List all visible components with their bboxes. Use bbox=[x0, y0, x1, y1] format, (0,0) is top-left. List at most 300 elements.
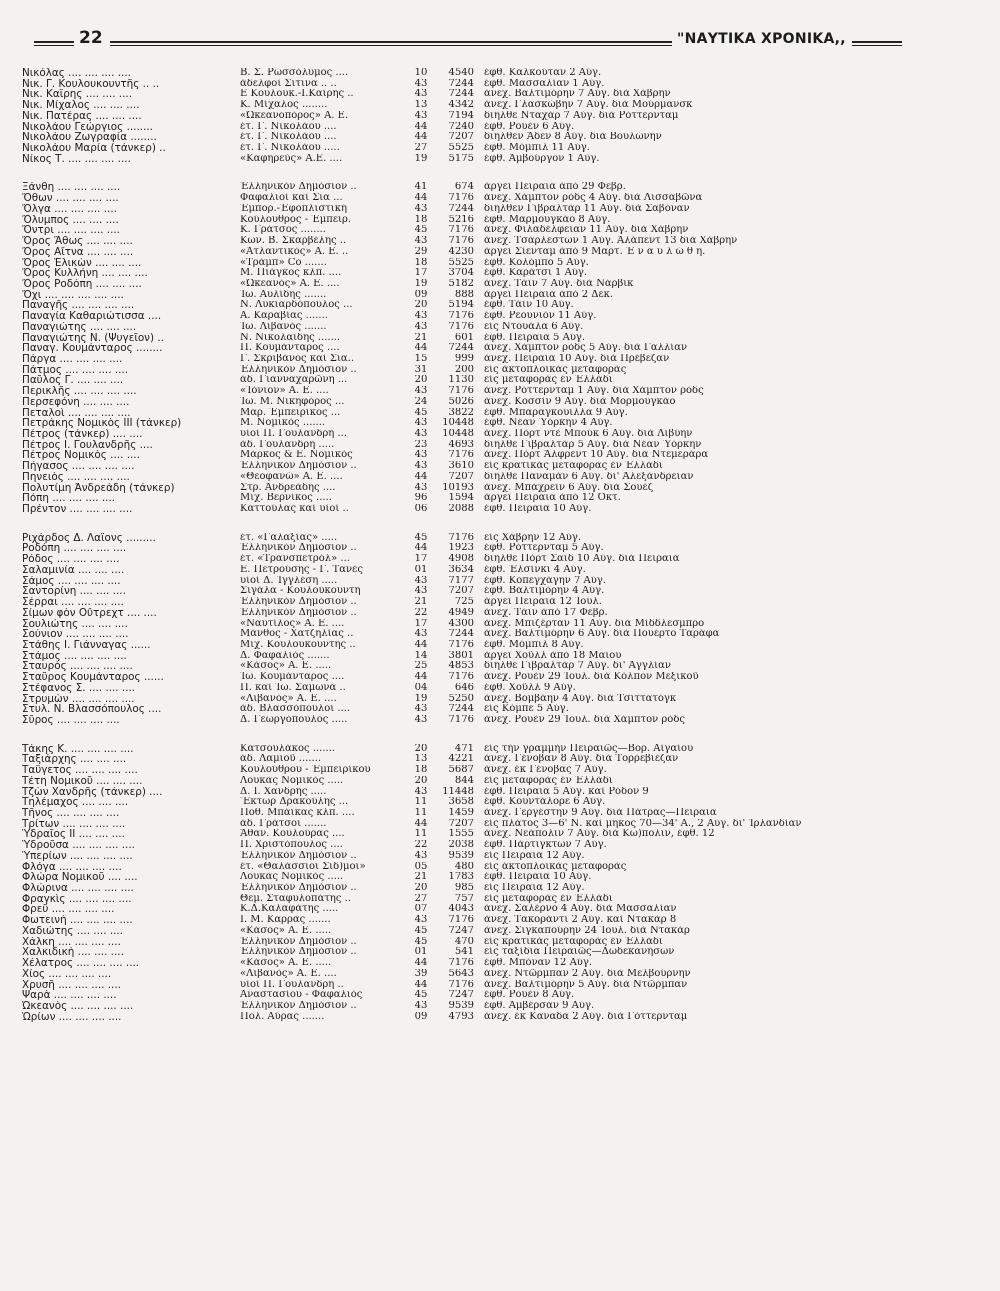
ship-position: διῆλθε Γιβραλτὰρ 7 Αὐγ. δι' Ἀγγλίαν bbox=[484, 661, 671, 672]
tonnage: 7194 bbox=[448, 110, 474, 121]
table-row bbox=[22, 629, 907, 640]
tonnage: 4342 bbox=[448, 100, 474, 111]
tonnage: 999 bbox=[454, 353, 474, 364]
tonnage: 2088 bbox=[448, 504, 474, 515]
ship-owner: Ἑλληνικὸν Δημόσιον .. bbox=[240, 1000, 357, 1011]
table-row bbox=[22, 279, 907, 290]
table-row bbox=[22, 79, 907, 90]
ship-owner: Α. Καραβίας ....... bbox=[240, 311, 328, 322]
ship-position: ἐφθ. Ἀμβούργον 1 Αὐγ. bbox=[484, 153, 600, 164]
ship-owner: «Καφηρεὺς» Α.Ε. .... bbox=[240, 153, 343, 164]
ship-name: Νικ. Γ. Κουλουκουντῆς .. .. bbox=[22, 78, 160, 90]
build-year: 01 bbox=[414, 564, 428, 575]
build-year: 15 bbox=[414, 353, 428, 364]
ship-owner: Ἑλληνικὸν Δημόσιον .. bbox=[240, 182, 357, 193]
build-year: 44 bbox=[414, 639, 428, 650]
table-row bbox=[22, 397, 907, 408]
table-row bbox=[22, 493, 907, 504]
ship-position: ἐφθ. Χοῦλλ 9 Αὐγ. bbox=[484, 682, 576, 693]
ship-name: Νικολάου Ζωγραφία ........ bbox=[22, 132, 157, 144]
tonnage: 4693 bbox=[448, 439, 474, 450]
table-row bbox=[22, 990, 907, 1001]
build-year: 13 bbox=[414, 100, 428, 111]
ship-owner: Ν. Λυκιαρδόπουλος ... bbox=[240, 300, 353, 311]
build-year: 44 bbox=[414, 471, 428, 482]
ship-owner: «Θεοφανὼ» Α. Ε. .... bbox=[240, 471, 343, 482]
tonnage: 7247 bbox=[448, 925, 474, 936]
build-year: 44 bbox=[414, 343, 428, 354]
table-row bbox=[22, 225, 907, 236]
tonnage: 7244 bbox=[448, 78, 474, 89]
build-year: 44 bbox=[414, 543, 428, 554]
ship-position: ἐφθ. Πάρτιγκτων 7 Αὐγ. bbox=[484, 840, 607, 851]
build-year: 43 bbox=[414, 418, 428, 429]
ship-owner: «Ὠκεανὸς» Α. Ε. .... bbox=[240, 278, 340, 289]
build-year: 45 bbox=[414, 225, 428, 236]
ship-section bbox=[22, 533, 907, 726]
table-row bbox=[22, 504, 907, 515]
tonnage: 9539 bbox=[448, 1000, 474, 1011]
ship-name: Πήγασος .... .... .... .... bbox=[22, 461, 135, 472]
table-row bbox=[22, 672, 907, 683]
ship-name: Ρόδος .... .... .... .... bbox=[22, 554, 120, 565]
ship-position: ἀργεῖ Πειραιᾶ ἀπὸ 29 Φεβρ. bbox=[484, 182, 626, 193]
tonnage: 7244 bbox=[448, 629, 474, 640]
build-year: 20 bbox=[414, 375, 428, 386]
build-year: 39 bbox=[414, 968, 428, 979]
ship-position: ἐφθ. Πειραιᾶ 5 Αὐγ. bbox=[484, 332, 586, 343]
ship-name: Ὑδραῖος ΙΙ .... .... .... bbox=[22, 829, 125, 841]
ship-name: Πρέντον .... .... .... .... bbox=[22, 504, 133, 515]
ship-position: εἰς κρατικὰς μεταφορὰς ἐν Ἑλλάδι bbox=[484, 461, 663, 472]
build-year: 43 bbox=[414, 915, 428, 926]
ship-position: ἐφθ. Ρεουνιὸν 11 Αὐγ. bbox=[484, 311, 597, 322]
ship-owner: Ποθ. Μπάϊκας κλπ. .... bbox=[240, 808, 355, 818]
ship-owner: ἀδ. Γράτσοι ....... bbox=[240, 818, 327, 829]
ship-name: Πέτρος (τάνκερ) .... .... bbox=[22, 429, 143, 440]
table-row bbox=[22, 683, 907, 694]
ship-owner: Ἑλληνικὸν Δημόσιον .. bbox=[240, 607, 357, 618]
header-rule-right bbox=[852, 41, 902, 46]
ship-owner: Ἑλληνικὸν Δημόσιον .. bbox=[240, 364, 357, 375]
ship-position: ἀργεῖ Χοῦλλ ἀπὸ 18 Μαΐου bbox=[484, 650, 622, 661]
ship-name: Περικλῆς .... .... .... .... bbox=[22, 386, 137, 397]
ship-name: Χαδιώτης .... .... .... bbox=[22, 925, 124, 937]
ship-position: ἀνεχ. Τάϊν 7 Αὐγ. διὰ Νάρβικ bbox=[484, 278, 634, 289]
ship-owner: Στρ. Ἀνδρεάδης .... bbox=[240, 482, 336, 493]
table-row bbox=[22, 122, 907, 133]
ship-position: ἀνεχ. Γεργέστην 9 Αὐγ. διὰ Πάτρας—Πειραιᾶ bbox=[484, 808, 717, 818]
table-row bbox=[22, 565, 907, 576]
tonnage: 985 bbox=[454, 883, 474, 894]
ship-owner: Ἑλληνικὸν Δημόσιον .. bbox=[240, 947, 357, 958]
ship-position: ἐφθ. Μασσαλίαν 1 Αὐγ. bbox=[484, 78, 605, 89]
table-row bbox=[22, 100, 907, 111]
build-year: 45 bbox=[414, 936, 428, 947]
ship-section bbox=[22, 68, 907, 164]
ship-name: Ὄχι .... .... .... .... .... bbox=[22, 289, 124, 301]
table-row bbox=[22, 744, 907, 755]
tonnage: 7176 bbox=[448, 193, 474, 204]
table-row bbox=[22, 543, 907, 554]
ship-position: ἐφθ. Κοπεγχάγην 7 Αὐγ. bbox=[484, 575, 607, 586]
ship-owner: Κων. Β. Σκαρβέλης .. bbox=[240, 236, 347, 247]
tonnage: 7176 bbox=[448, 672, 474, 683]
ship-owner: ἀδ. Γιανναχαρῶνη ... bbox=[240, 375, 348, 386]
table-row bbox=[22, 472, 907, 483]
tonnage: 7247 bbox=[448, 990, 474, 1001]
ship-name: Παναγία Καθαριώτισσα .... bbox=[22, 311, 162, 322]
ship-name: Σούνιον .... .... .... .... bbox=[22, 629, 129, 640]
tonnage: 10448 bbox=[442, 418, 474, 429]
ship-owner: Μαρ. Ἐμπειρῖκος ... bbox=[240, 407, 341, 418]
tonnage: 4540 bbox=[448, 68, 474, 78]
tonnage: 541 bbox=[454, 947, 474, 958]
build-year: 43 bbox=[414, 1000, 428, 1011]
ship-owner: Κατσουλάκος ....... bbox=[240, 743, 336, 754]
ship-position: ἀνεχ. Ρουὲν 29 Ἰουλ. διὰ Κόλπον Μεξικοῦ bbox=[484, 672, 699, 683]
tonnage: 5250 bbox=[448, 693, 474, 704]
ship-name: Ροδόπη .... .... .... .... bbox=[22, 543, 127, 555]
ship-name: Ταΰγετος .... .... .... .... bbox=[22, 765, 138, 776]
table-row bbox=[22, 154, 907, 165]
tonnage: 5525 bbox=[448, 257, 474, 268]
ship-name: Πέτρος Νομικὸς .... .... bbox=[22, 450, 140, 462]
build-year: 17 bbox=[414, 618, 428, 629]
tonnage: 3704 bbox=[448, 268, 474, 279]
build-year: 31 bbox=[414, 364, 428, 375]
ship-name: Τζὼν Χανδρῆς (τάνκερ) .... bbox=[22, 786, 163, 798]
ship-owner: Ἑλληνικὸν Δημόσιον .. bbox=[240, 883, 357, 894]
ship-owner: Ἑλληνικὸν Δημόσιον .. bbox=[240, 461, 357, 472]
ship-owner: υἱοὶ Π. Γουλανδρῆ .. bbox=[240, 979, 344, 990]
table-row bbox=[22, 365, 907, 376]
table-row bbox=[22, 704, 907, 715]
ship-name: Ὑπερίων .... .... .... .... bbox=[22, 850, 133, 862]
ship-owner: Θεμ. Σταφυλοπάτης .. bbox=[240, 893, 352, 904]
ship-name: Νικ. Πατέρας .... .... .... bbox=[22, 110, 142, 122]
ship-position: ἀνεχ. Φιλαδέλφειαν 11 Αὐγ. διὰ Χάβρην bbox=[484, 225, 689, 236]
tonnage: 1923 bbox=[448, 543, 474, 554]
build-year: 43 bbox=[414, 89, 428, 100]
ship-owner: Μιχ. Κουλουκουντῆς .. bbox=[240, 639, 356, 650]
ship-name: Χρυσῆ .... .... .... .... bbox=[22, 979, 121, 991]
table-row bbox=[22, 290, 907, 301]
build-year: 09 bbox=[414, 289, 428, 300]
build-year: 19 bbox=[414, 278, 428, 289]
tonnage: 4043 bbox=[448, 904, 474, 915]
build-year: 43 bbox=[414, 575, 428, 586]
build-year: 20 bbox=[414, 300, 428, 311]
table-row bbox=[22, 937, 907, 948]
ship-position: ἀνεχ. Μπάχρεϊν 6 Αὐγ. διὰ Σουέζ bbox=[484, 482, 654, 493]
tonnage: 844 bbox=[454, 775, 474, 786]
ship-owner: ἐτ. «Θαλάσσιοι Σιδ)μοι» bbox=[240, 861, 366, 872]
ship-position: ἐφθ. Ρουὲν 6 Αὐγ. bbox=[484, 121, 575, 132]
ship-name: Ὄρος Ἑλικὼν .... .... .... bbox=[22, 257, 142, 269]
ship-name: Παναγ. Κουμάνταρος ........ bbox=[22, 343, 163, 354]
ship-name: Πεταλοὶ .... .... .... .... bbox=[22, 407, 131, 419]
ship-name: Στρυμὼν .... .... .... .... bbox=[22, 693, 135, 705]
ship-name: Σταυρὸς .... .... .... .... bbox=[22, 661, 133, 673]
build-year: 43 bbox=[414, 321, 428, 332]
table-row bbox=[22, 754, 907, 765]
build-year: 45 bbox=[414, 407, 428, 418]
table-row bbox=[22, 322, 907, 333]
build-year: 27 bbox=[414, 143, 428, 154]
ship-name: Ὄλυμπος .... .... .... bbox=[22, 214, 119, 226]
build-year: 43 bbox=[414, 311, 428, 322]
ship-name: Φρεῦ .... .... .... .... bbox=[22, 904, 115, 916]
build-year: 44 bbox=[414, 979, 428, 990]
header-rule-left bbox=[34, 41, 74, 46]
ship-position: εἰς Πειραιᾶ 12 Αὐγ. bbox=[484, 883, 585, 894]
build-year: 06 bbox=[414, 504, 428, 515]
ship-position: διῆλθε Νταχάρ 7 Αὐγ. διὰ Ρόττερνταμ bbox=[484, 110, 679, 121]
build-year: 43 bbox=[414, 78, 428, 89]
ship-owner: Πολ. Αὔρας ....... bbox=[240, 1011, 325, 1022]
ship-position: εἰς μεταφορὰς ἐν Ἑλλάδι bbox=[484, 375, 613, 386]
build-year: 27 bbox=[414, 893, 428, 904]
tonnage: 7176 bbox=[448, 386, 474, 397]
build-year: 17 bbox=[414, 268, 428, 279]
ship-name: Στυλ. Ν. Βλασσόπουλος .... bbox=[22, 704, 162, 715]
tonnage: 7176 bbox=[448, 311, 474, 322]
ship-owner: ἀδ. Βλασσόπουλοι .... bbox=[240, 704, 351, 715]
tonnage: 3658 bbox=[448, 797, 474, 808]
ship-position: ἐφθ. Πειραιᾶ 5 Αὐγ. καὶ Ρόδον 9 bbox=[484, 786, 649, 797]
ship-position: διῆλθε Πὸρτ Σαῒδ 10 Αὐγ. διὰ Πειραιᾶ bbox=[484, 554, 680, 565]
build-year: 44 bbox=[414, 958, 428, 969]
build-year: 18 bbox=[414, 214, 428, 225]
ship-name: Ὑδροῦσα .... .... .... .... bbox=[22, 840, 135, 851]
table-row bbox=[22, 408, 907, 419]
build-year: 43 bbox=[414, 714, 428, 725]
build-year: 10 bbox=[414, 68, 428, 78]
build-year: 96 bbox=[414, 493, 428, 504]
ship-sections bbox=[22, 68, 907, 1022]
ship-owner: Β. Σ. Ρωσσόλυμος .... bbox=[240, 68, 349, 78]
build-year: 14 bbox=[414, 650, 428, 661]
build-year: 43 bbox=[414, 203, 428, 214]
ship-position: ἐφθ. Τάϊν 10 Αὐγ. bbox=[484, 300, 574, 311]
tonnage: 3610 bbox=[448, 461, 474, 472]
tonnage: 5194 bbox=[448, 300, 474, 311]
table-row bbox=[22, 651, 907, 662]
tonnage: 1555 bbox=[448, 829, 474, 840]
ship-position: διῆλθε Γιβραλτὰρ 5 Αὐγ. διὰ Νέαν Ὑόρκην bbox=[484, 439, 702, 450]
ship-position: ἀργεῖ Σίενταμ ἀπὸ 9 Μαρτ. Ἐ ν α υ λ ώ θ η. bbox=[484, 246, 706, 257]
tonnage: 7240 bbox=[448, 121, 474, 132]
build-year: 09 bbox=[414, 1011, 428, 1022]
tonnage: 4230 bbox=[448, 246, 474, 257]
tonnage: 5525 bbox=[448, 143, 474, 154]
build-year: 18 bbox=[414, 257, 428, 268]
ship-owner: Κ. Μίχαλος ........ bbox=[240, 100, 328, 111]
table-row bbox=[22, 829, 907, 840]
ship-name: Στάμος .... .... .... .... bbox=[22, 650, 127, 662]
tonnage: 5643 bbox=[448, 968, 474, 979]
build-year: 21 bbox=[414, 872, 428, 883]
ship-owner: «Τράμπ» Co ....... bbox=[240, 257, 327, 268]
table-row bbox=[22, 182, 907, 193]
build-year: 07 bbox=[414, 904, 428, 915]
build-year: 24 bbox=[414, 396, 428, 407]
table-row bbox=[22, 694, 907, 705]
ship-owner: «Κάσος» Α. Ε. ..... bbox=[240, 958, 332, 969]
build-year: 20 bbox=[414, 883, 428, 894]
tonnage: 7176 bbox=[448, 225, 474, 236]
ship-owner: Κουλούθρου - Ἐμπειρίκου bbox=[240, 765, 371, 776]
build-year: 43 bbox=[414, 850, 428, 861]
tonnage: 3801 bbox=[448, 650, 474, 661]
table-row bbox=[22, 661, 907, 672]
build-year: 43 bbox=[414, 629, 428, 640]
tonnage: 3822 bbox=[448, 407, 474, 418]
table-row bbox=[22, 872, 907, 883]
ship-position: ἀνεχ. Τσάρλεστων 1 Αὐγ. Ἀλάπεντ 13 διὰ Χάβρην bbox=[484, 236, 738, 247]
ship-owner: Κ.Δ.Καλαφάτης ..... bbox=[240, 904, 339, 915]
build-year: 41 bbox=[414, 182, 428, 193]
ship-name: Παῦλος Γ. .... .... .... bbox=[22, 375, 124, 387]
tonnage: 7207 bbox=[448, 818, 474, 829]
table-row bbox=[22, 765, 907, 776]
table-row bbox=[22, 554, 907, 565]
table-row bbox=[22, 204, 907, 215]
ship-owner: Μιχ. Βερνίκος ..... bbox=[240, 493, 332, 504]
table-row bbox=[22, 533, 907, 544]
ship-name: Φλώρινα .... .... .... .... bbox=[22, 883, 134, 894]
ship-owner: Ἐμπορ.-Ἐφοπλιστική bbox=[240, 203, 347, 214]
ship-position: ἐφθ. Ἐλσίνκι 4 Αὐγ. bbox=[484, 564, 586, 575]
table-row bbox=[22, 386, 907, 397]
ship-name: Ὄλγα .... .... .... .... bbox=[22, 203, 117, 215]
table-row bbox=[22, 193, 907, 204]
ship-owner: «Ναυτίλος» Α. Ε. .... bbox=[240, 618, 345, 629]
build-year: 43 bbox=[414, 450, 428, 461]
ship-owner: υἱοὶ Π. Γουλανδρῆ ... bbox=[240, 429, 348, 439]
tonnage: 4300 bbox=[448, 618, 474, 629]
table-row bbox=[22, 236, 907, 247]
ship-name: Τέτη Νομικοῦ .... .... .... bbox=[22, 775, 143, 787]
tonnage: 4793 bbox=[448, 1011, 474, 1022]
ship-position: εἰς Πειραιᾶ 12 Αὐγ. bbox=[484, 850, 585, 861]
ship-position: ἐφθ. Ρόττερνταμ 5 Αὐγ. bbox=[484, 543, 604, 554]
ship-owner: Ἑλληνικὸν Δημόσιον .. bbox=[240, 543, 357, 554]
ship-name: Νικ. Μίχαλος .... .... .... bbox=[22, 100, 140, 111]
tonnage: 601 bbox=[454, 332, 474, 343]
tonnage: 888 bbox=[454, 289, 474, 300]
ship-name: Φλόγα .... .... .... .... bbox=[22, 861, 122, 873]
tonnage: 7244 bbox=[448, 89, 474, 100]
ship-name: Σαντορίνη .... .... .... bbox=[22, 586, 126, 598]
table-row bbox=[22, 333, 907, 344]
tonnage: 7176 bbox=[448, 321, 474, 332]
table-row bbox=[22, 300, 907, 311]
ship-position: ἀνεχ. Βαλτιμόρην 5 Αὐγ. διὰ Ντῶρμπαν bbox=[484, 979, 688, 990]
ship-name: Φραγκὶς .... .... .... .... bbox=[22, 893, 132, 905]
ship-position: ἀργεῖ Πειραιᾶ 12 Ἰουλ. bbox=[484, 597, 602, 608]
ship-owner: «Κάσος» Α. Ε. ..... bbox=[240, 925, 332, 936]
ship-position: ἀργεῖ Πειραιᾶ ἀπὸ 2 Δεκ. bbox=[484, 289, 614, 300]
table-row bbox=[22, 429, 907, 440]
tonnage: 674 bbox=[454, 182, 474, 193]
ship-owner: Λουκᾶς Νομικὸς ..... bbox=[240, 872, 344, 883]
table-row bbox=[22, 608, 907, 619]
ship-name: Τηλέμαχος .... .... .... bbox=[22, 797, 129, 808]
ship-position: εἰς Κόμπε 5 Αὐγ. bbox=[484, 704, 569, 715]
ship-owner: Ἰω. Μ. Νικηφόρος ... bbox=[240, 396, 345, 407]
ship-owner: Φαφαλιοὶ καὶ Σια ... bbox=[240, 193, 343, 204]
newspaper-page bbox=[22, 28, 907, 58]
ship-position: ἀνεχ. Σαλέρνο 4 Αὐγ. διὰ Μασσαλίαν bbox=[484, 904, 677, 915]
ship-owner: Ἑλληνικὸν Δημόσιον .. bbox=[240, 936, 357, 947]
ship-position: εἰς μεταφορὰς ἐν Ἑλλάδι bbox=[484, 775, 613, 786]
ship-name: Σίμων φὸν Οὔτρεχτ .... .... bbox=[22, 607, 157, 619]
ship-position: ἐφθ. Κουντάλορε 6 Αὐγ. bbox=[484, 797, 606, 808]
tonnage: 4221 bbox=[448, 754, 474, 765]
ship-position: ἐφθ. Μαρμουγκάο 8 Αὐγ. bbox=[484, 214, 611, 225]
table-row bbox=[22, 483, 907, 494]
tonnage: 7176 bbox=[448, 236, 474, 247]
ship-position: ἐφθ. Πειραιᾶ 10 Αὐγ. bbox=[484, 872, 592, 883]
table-row bbox=[22, 819, 907, 830]
table-row bbox=[22, 958, 907, 969]
ship-name: Παναγιώτης Ν. (Ψυγεῖον) .. bbox=[22, 332, 164, 344]
ship-name: Ὄρος Αἴτνα .... .... .... bbox=[22, 246, 134, 258]
build-year: 13 bbox=[414, 754, 428, 765]
build-year: 29 bbox=[414, 246, 428, 257]
ship-position: ἐφθ. Ἀμβέρσαν 9 Αὐγ. bbox=[484, 1000, 595, 1011]
ship-position: ἀνεχ. Πὸρτ Ἄλφρεντ 10 Αὐγ. διὰ Ντεμεράρα bbox=[484, 450, 709, 461]
table-row bbox=[22, 715, 907, 726]
ship-name: Τρίτων .... .... .... .... bbox=[22, 818, 126, 830]
ship-position: ἀνεχ. ἐκ Καναδᾶ 2 Αὐγ. διὰ Γόττερνταμ bbox=[484, 1011, 688, 1022]
table-row bbox=[22, 619, 907, 630]
ship-position: ἀνεχ. Πειραιᾶ 10 Αὐγ. διὰ Πρέβεζαν bbox=[484, 353, 670, 364]
ship-position: ἐφθ. Μπόναν 12 Αὐγ. bbox=[484, 958, 593, 969]
ship-owner: Λουκᾶς Νομικὸς ..... bbox=[240, 775, 344, 786]
table-row bbox=[22, 1012, 907, 1023]
ship-owner: Ν. Νικολαΐδης ....... bbox=[240, 332, 341, 343]
ship-owner: Κ. Γράτσος ........ bbox=[240, 225, 326, 236]
ship-position: ἐφθ. Βαλτιμόρην 4 Αὐγ. bbox=[484, 586, 605, 597]
ship-owner: Δ. Ι. Χανδρῆς ..... bbox=[240, 786, 327, 797]
build-year: 22 bbox=[414, 840, 428, 851]
table-row bbox=[22, 215, 907, 226]
tonnage: 7207 bbox=[448, 586, 474, 597]
ship-owner: Ε. Πετρούσης - Γ. Τανὲς bbox=[240, 564, 363, 575]
build-year: 18 bbox=[414, 765, 428, 776]
build-year: 11 bbox=[414, 829, 428, 840]
ship-name: Χάλκη .... .... .... .... bbox=[22, 936, 121, 948]
build-year: 20 bbox=[414, 775, 428, 786]
ship-position: ἀνεχ. Βομβάην 4 Αὐγ. διὰ Τσιττατόγκ bbox=[484, 693, 677, 704]
ship-owner: ἐτ. «Γαλαξίας» ..... bbox=[240, 532, 338, 543]
ship-owner: «Λιβανὸς» Α. Ε. .... bbox=[240, 693, 337, 704]
ship-owner: Μάνθος - Χατζηλίας .. bbox=[240, 629, 354, 640]
tonnage: 1130 bbox=[448, 375, 474, 386]
tonnage: 7207 bbox=[448, 132, 474, 143]
build-year: 44 bbox=[414, 193, 428, 204]
ship-position: ἀνεχ. Κοσσὶν 9 Αὐγ. διὰ Μορμουγκάο bbox=[484, 396, 676, 407]
tonnage: 7177 bbox=[448, 575, 474, 586]
ship-position: ἀνεχ. Μπιζέρταν 11 Αὐγ. διὰ Μίδδλεσμπρο bbox=[484, 618, 705, 629]
journal-title: "ΝΑΥΤΙΚΑ ΧΡΟΝΙΚΑ,, bbox=[677, 31, 846, 47]
ship-name: Περσεφόνη .... .... .... bbox=[22, 396, 130, 408]
ship-position: διῆλθεν Γιβραλτὰρ 11 Αὐγ. διὰ Σαβόναν bbox=[484, 203, 690, 214]
ship-name: Ὡρίων .... .... .... .... bbox=[22, 1011, 122, 1023]
